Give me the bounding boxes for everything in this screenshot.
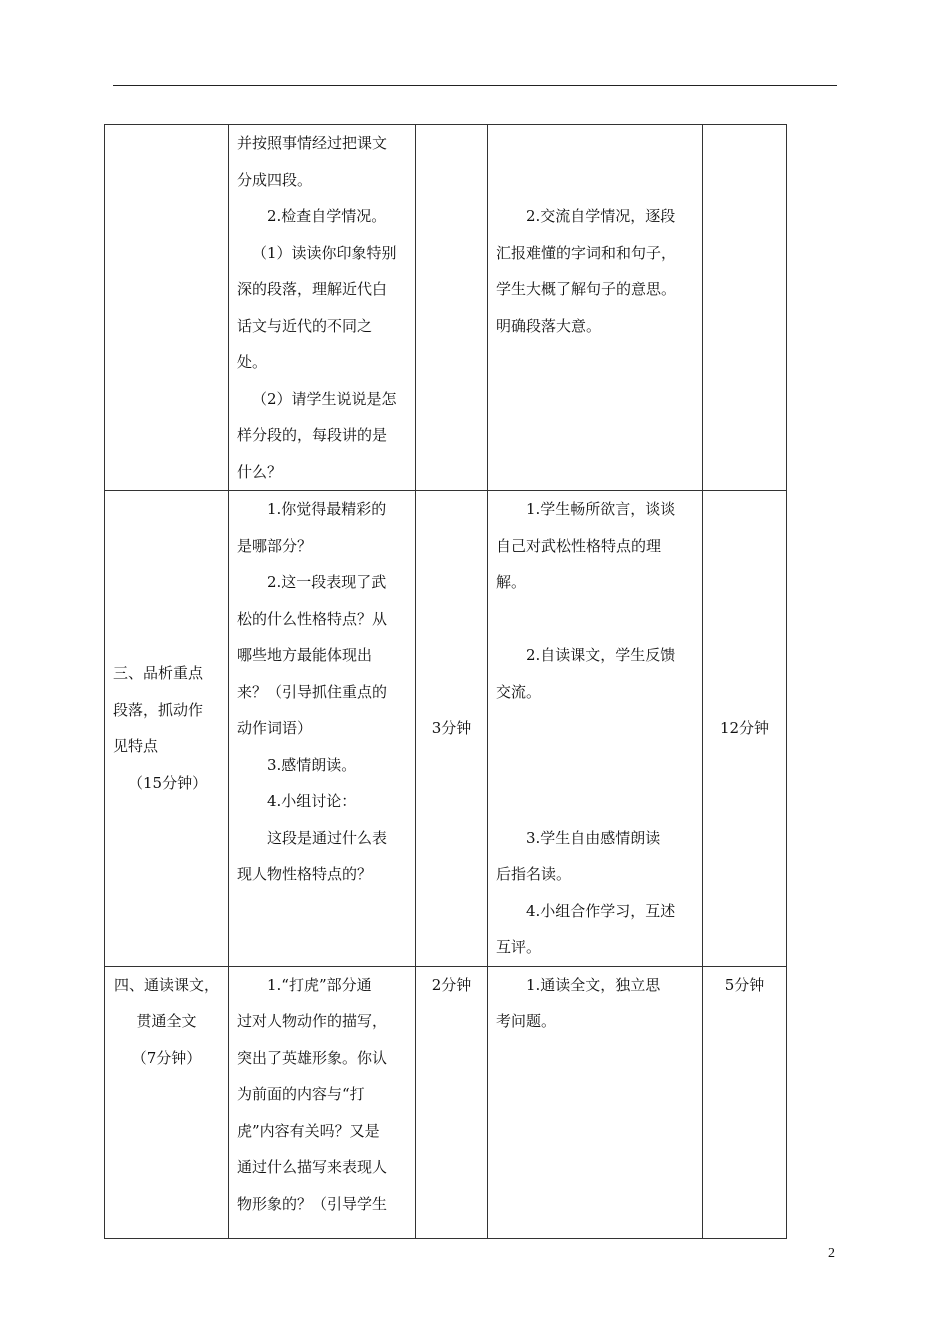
text-line: 后指名读。 <box>496 865 572 883</box>
teacher-time-cell: 3分钟 <box>416 491 488 967</box>
text-line: 什么？ <box>237 462 283 481</box>
student-activity-cell <box>488 491 703 967</box>
text-line: 来？（引导抓住重点的 <box>237 682 388 701</box>
text-line: 2.检查自学情况。 <box>267 207 387 225</box>
header-rule <box>113 85 837 86</box>
text-line: （2）请学生说说是怎 <box>252 389 397 408</box>
student-activity-cell <box>488 125 703 491</box>
text-line: 4.小组讨论： <box>267 792 357 810</box>
text-line: 深的段落，理解近代白 <box>237 280 388 298</box>
student-time-cell: 5分钟 <box>703 966 787 1238</box>
table-row <box>105 125 787 491</box>
text-line: 动作词语） <box>237 719 313 737</box>
stage-line: 四、通读课文， <box>113 975 219 994</box>
text-line: 交流。 <box>496 682 542 701</box>
stage-line: （7分钟） <box>131 1048 202 1067</box>
teacher-activity-cell <box>229 125 416 491</box>
table-row <box>105 966 787 1238</box>
text-line: 通过什么描写来表现人 <box>237 1158 388 1176</box>
text-line: 1.通读全文，独立思 <box>526 975 661 994</box>
text-line: （1）读读你印象特别 <box>252 243 397 262</box>
teacher-time-cell <box>416 125 488 491</box>
text-line: 2.自读课文，学生反馈 <box>526 646 676 664</box>
text-line: 松的什么性格特点？从 <box>237 609 388 628</box>
stage-line: 贯通全文 <box>136 1012 197 1030</box>
teacher-time-cell: 2分钟 <box>416 966 488 1238</box>
text-line: 4.小组合作学习，互述 <box>526 901 676 920</box>
text-line: 虎”内容有关吗？又是 <box>237 1121 380 1140</box>
stage-line: 三、品析重点 <box>113 664 204 683</box>
table-row <box>105 491 787 967</box>
text-line: 话文与近代的不同之 <box>237 316 373 335</box>
text-line: 3.学生自由感情朗读 <box>526 828 661 847</box>
text-line: 过对人物动作的描写， <box>237 1012 388 1030</box>
text-line: 现人物性格特点的？ <box>237 865 373 883</box>
teacher-activity-cell <box>229 966 416 1238</box>
text-line: 1.学生畅所欲言，谈谈 <box>526 500 676 518</box>
teacher-activity-cell <box>229 491 416 967</box>
text-line: 哪些地方最能体现出 <box>237 646 373 664</box>
text-line: 2.这一段表现了武 <box>267 573 387 591</box>
lesson-plan-table <box>104 124 787 1239</box>
stage-cell <box>105 491 229 967</box>
student-activity-cell <box>488 966 703 1238</box>
text-line: 2.交流自学情况，逐段 <box>526 207 676 225</box>
student-time-cell <box>703 125 787 491</box>
text-line: 1.“打虎”部分通 <box>267 975 372 994</box>
text-line: 解。 <box>496 573 527 591</box>
stage-line: 见特点 <box>113 737 159 756</box>
text-line: 突出了英雄形象。你认 <box>237 1048 388 1067</box>
text-line: 学生大概了解句子的意思。 <box>496 280 677 298</box>
text-line: 考问题。 <box>496 1012 557 1030</box>
text-line: 明确段落大意。 <box>496 316 602 335</box>
text-line: 这段是通过什么表 <box>267 828 388 847</box>
text-line: 为前面的内容与“打 <box>237 1085 365 1103</box>
text-line: 互评。 <box>496 938 542 956</box>
text-line: 样分段的，每段讲的是 <box>237 426 388 444</box>
stage-cell <box>105 966 229 1238</box>
page-number: 2 <box>828 1246 835 1261</box>
stage-cell <box>105 125 229 491</box>
student-time-cell: 12分钟 <box>703 491 787 967</box>
text-line: 并按照事情经过把课文 <box>237 134 388 152</box>
stage-line: 段落，抓动作 <box>113 700 204 719</box>
text-line: 分成四段。 <box>237 170 313 189</box>
text-line: 1.你觉得最精彩的 <box>267 500 387 518</box>
text-line: 自己对武松性格特点的理 <box>496 536 662 555</box>
stage-line: （15分钟） <box>128 773 208 792</box>
text-line: 汇报难懂的字词和和句子， <box>496 243 677 262</box>
text-line: 处。 <box>237 353 268 371</box>
text-line: 是哪部分？ <box>237 536 313 555</box>
text-line: 物形象的？（引导学生 <box>237 1194 388 1213</box>
text-line: 3.感情朗读。 <box>267 755 357 774</box>
